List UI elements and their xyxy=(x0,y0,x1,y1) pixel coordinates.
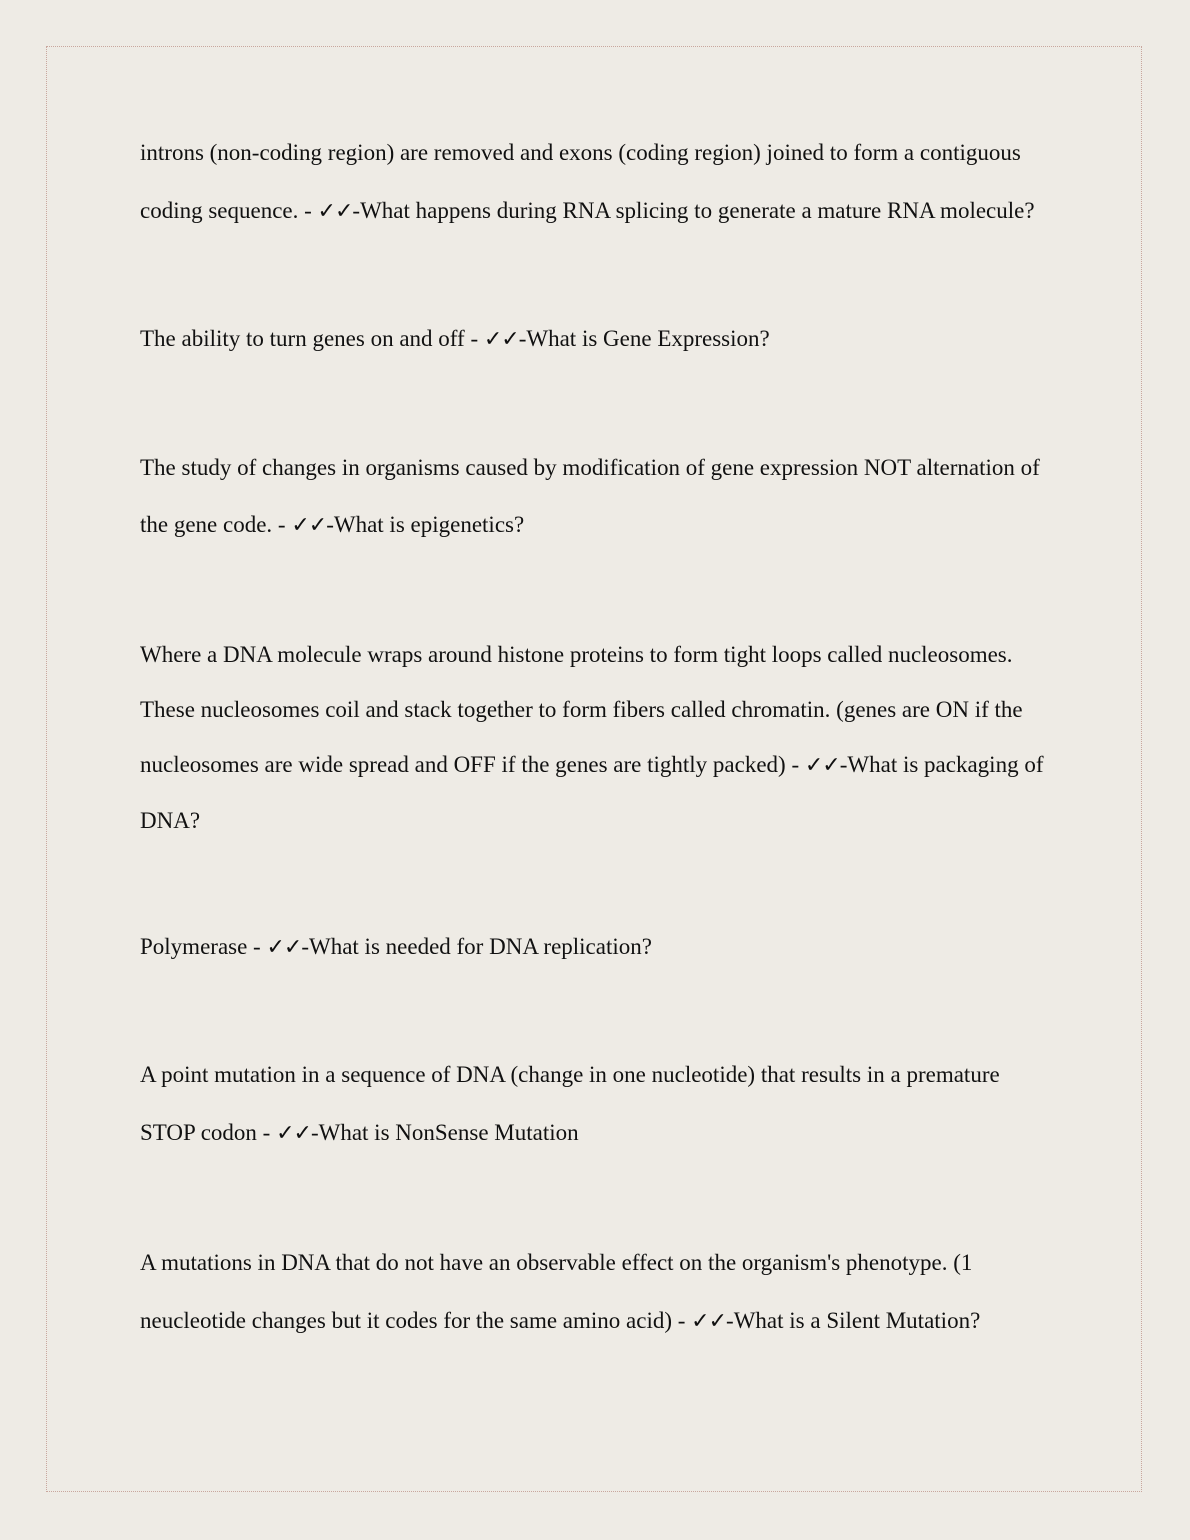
flashcard-list xyxy=(140,124,1045,1350)
answer-text: A mutations in DNA that do not have an observable effect on the organism's phenotype. (1 neucleotide changes but it codes for the same amino acid) - xyxy=(140,1250,973,1333)
question-text: -What is NonSense Mutation xyxy=(310,1119,579,1145)
answer-text: A point mutation in a sequence of DNA (change in one nucleotide) that results in a premature STOP codon - xyxy=(140,1062,1000,1145)
answer-text: Polymerase - xyxy=(140,933,267,959)
question-text: -What is Gene Expression? xyxy=(518,326,770,351)
double-check-icon: ✓✓ xyxy=(266,934,302,960)
question-text: -What happens during RNA splicing to generate a mature RNA molecule? xyxy=(352,197,1035,223)
double-check-icon: ✓✓ xyxy=(291,513,327,538)
answer-text: The study of changes in organisms caused by modification of gene expression NOT alternation of the gene code. - xyxy=(140,454,1040,537)
double-check-icon: ✓✓ xyxy=(317,198,353,224)
double-check-icon: ✓✓ xyxy=(691,1308,727,1334)
flashcard-entry xyxy=(140,439,1045,555)
flashcard-entry xyxy=(140,918,1045,977)
question-text: -What is needed for DNA replication? xyxy=(301,933,652,959)
flashcard-entry xyxy=(140,310,1045,369)
flashcard-entry xyxy=(140,1046,1045,1162)
question-text: -What is packaging of DNA? xyxy=(140,751,1044,833)
flashcard-entry xyxy=(140,124,1045,240)
answer-text: Where a DNA molecule wraps around histone proteins to form tight loops called nucleosomes. These nucleosomes coil and stack together to form fibers called chromatin. (genes are ON if the nucleosomes are wide spread and OFF if the genes are tightly packed) - xyxy=(140,641,1023,777)
double-check-icon: ✓✓ xyxy=(276,1120,311,1146)
flashcard-entry xyxy=(140,627,1045,848)
flashcard-entry xyxy=(140,1234,1045,1350)
question-text: -What is a Silent Mutation? xyxy=(726,1307,981,1333)
question-text: -What is epigenetics? xyxy=(326,512,525,537)
double-check-icon: ✓✓ xyxy=(804,752,840,778)
double-check-icon: ✓✓ xyxy=(483,327,519,352)
answer-text: The ability to turn genes on and off - xyxy=(140,326,484,351)
answer-text: introns (non-coding region) are removed and exons (coding region) joined to form a contiguous coding sequence. - xyxy=(140,140,1021,223)
